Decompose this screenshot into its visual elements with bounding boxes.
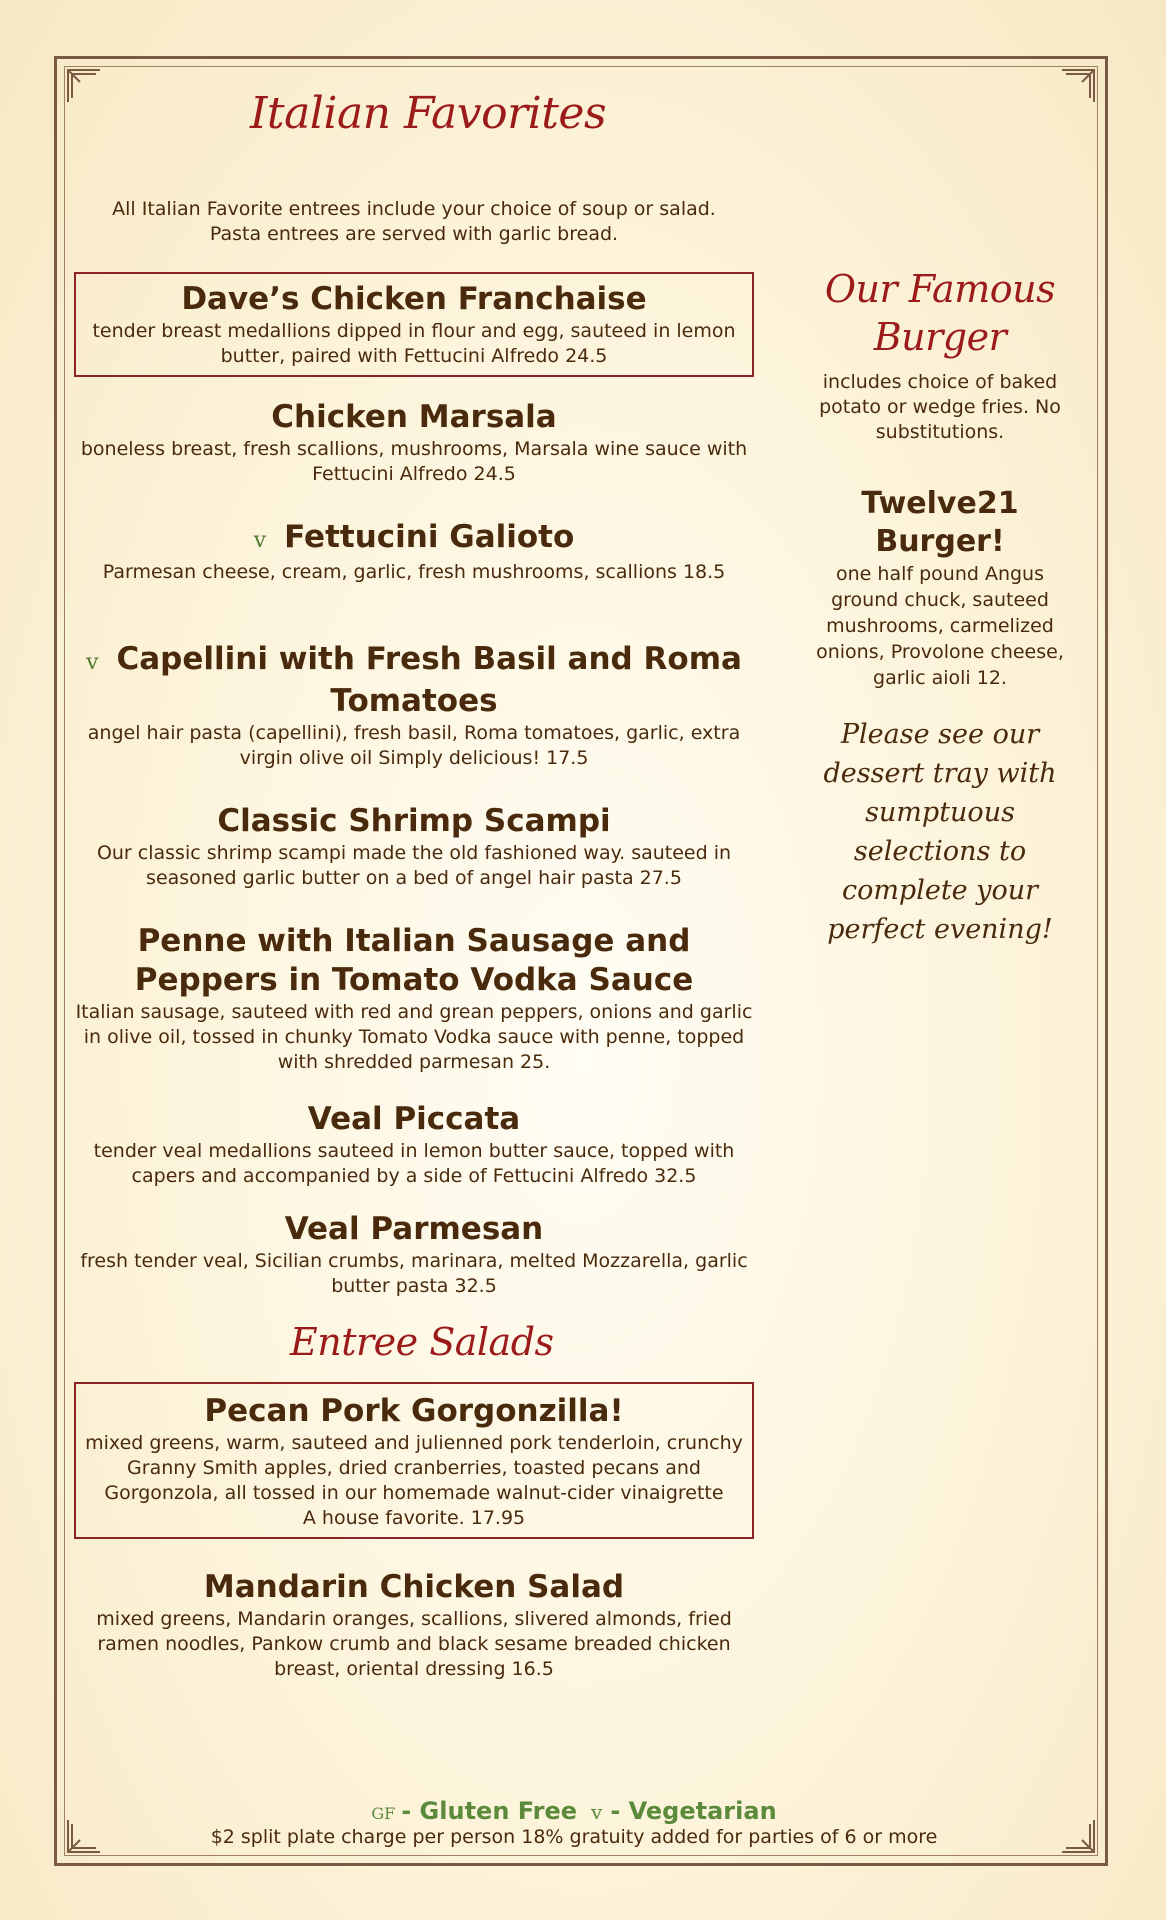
dietary-legend: GF - Gluten Free v - Vegetarian: [371, 1797, 777, 1825]
section-title-entree-salads: Entree Salads: [290, 1320, 554, 1364]
vegetarian-icon: v: [86, 650, 99, 675]
menu-item-chicken-marsala: [74, 398, 754, 487]
item-description: boneless breast, fresh scallions, mushrooms, Marsala wine sauce with Fettucini Alfredo 24.5: [80, 438, 748, 485]
item-description: mixed greens, warm, sauteed and julienned pork tenderloin, crunchy Granny Smith apples, dried cranberries, toasted pecans and Gorgonzola, all tossed in our homemade walnut-cider vinaigrette: [85, 1432, 743, 1504]
item-description: Parmesan cheese, cream, garlic, fresh mushrooms, scallions 18.5: [102, 561, 726, 583]
item-name: Twelve21 Burger!: [861, 486, 1019, 559]
corner-ornament-icon: [66, 68, 102, 104]
vegetarian-icon: v: [591, 1800, 603, 1824]
menu-item-twelve21-burger: [800, 485, 1080, 691]
item-description: Italian sausage, sauteed with red and grean peppers, onions and garlic in olive oil, tossed in chunky Tomato Vodka sauce with penne, topped with shredded parmesan 25.: [75, 1001, 753, 1073]
item-name: Penne with Italian Sausage and Peppers in Tomato Vodka Sauce: [134, 923, 694, 998]
item-description: Our classic shrimp scampi made the old fashioned way. sauteed in seasoned garlic butter on a bed of angel hair pasta 27.5: [96, 842, 732, 889]
item-name: Chicken Marsala: [271, 399, 557, 435]
menu-item-mandarin-chicken-salad: [74, 1568, 754, 1682]
vegetarian-icon: v: [253, 528, 267, 553]
item-price-note: A house favorite. 17.95: [302, 1507, 526, 1529]
gluten-free-icon: GF: [371, 1804, 396, 1823]
dessert-note: Please see our dessert tray with sumptuous selections to complete your perfect evening!: [823, 719, 1057, 945]
corner-ornament-icon: [1060, 68, 1096, 104]
menu-item-daves-chicken-franchaise: [74, 272, 754, 377]
item-name: Classic Shrimp Scampi: [217, 803, 611, 839]
item-description: fresh tender veal, Sicilian crumbs, marinara, melted Mozzarella, garlic butter pasta 32.5: [80, 1250, 748, 1297]
item-name: Mandarin Chicken Salad: [203, 1569, 625, 1605]
menu-item-veal-parmesan: [74, 1210, 754, 1299]
item-name: Fettucini Galioto: [284, 519, 575, 555]
item-name: Veal Parmesan: [284, 1211, 544, 1247]
item-name: Capellini with Fresh Basil and Roma Tomatoes: [116, 641, 742, 719]
section-title-famous-burger: Our Famous Burger: [824, 267, 1056, 359]
burger-description: includes choice of baked potato or wedge fries. No substitutions.: [819, 371, 1061, 443]
menu-item-classic-shrimp-scampi: [74, 802, 754, 891]
item-description: tender veal medallions sauteed in lemon butter sauce, topped with capers and accompanied by a side of Fettucini Alfredo 32.5: [93, 1140, 735, 1187]
intro-text: All Italian Favorite entrees include your choice of soup or salad. Pasta entrees are served with garlic bread.: [112, 198, 716, 245]
item-name: Dave’s Chicken Franchaise: [181, 281, 647, 317]
item-name: Veal Piccata: [307, 1101, 521, 1137]
menu-item-fettucini-galioto: [74, 518, 754, 585]
item-description: one half pound Angus ground chuck, sauteed mushrooms, carmelized onions, Provolone cheese, garlic aioli 12.: [816, 563, 1064, 689]
menu-item-veal-piccata: [74, 1100, 754, 1189]
item-description: angel hair pasta (capellini), fresh basil, Roma tomatoes, garlic, extra virgin olive oil Simply delicious! 17.5: [87, 722, 741, 769]
menu-item-penne-italian-sausage: [74, 922, 754, 1075]
menu-item-capellini: [74, 640, 754, 771]
menu-item-pecan-pork-gorgonzilla: [74, 1382, 754, 1539]
item-description: mixed greens, Mandarin oranges, scallions, slivered almonds, fried ramen noodles, Pankow crumb and black sesame breaded chicken breast, oriental dressing 16.5: [96, 1608, 732, 1680]
footer-note: $2 split plate charge per person 18% gratuity added for parties of 6 or more: [210, 1826, 938, 1848]
item-description: tender breast medallions dipped in flour and egg, sauteed in lemon butter, paired with Fettucini Alfredo 24.5: [92, 320, 736, 367]
item-name: Pecan Pork Gorgonzilla!: [204, 1393, 624, 1429]
page-title: Italian Favorites: [250, 88, 607, 139]
